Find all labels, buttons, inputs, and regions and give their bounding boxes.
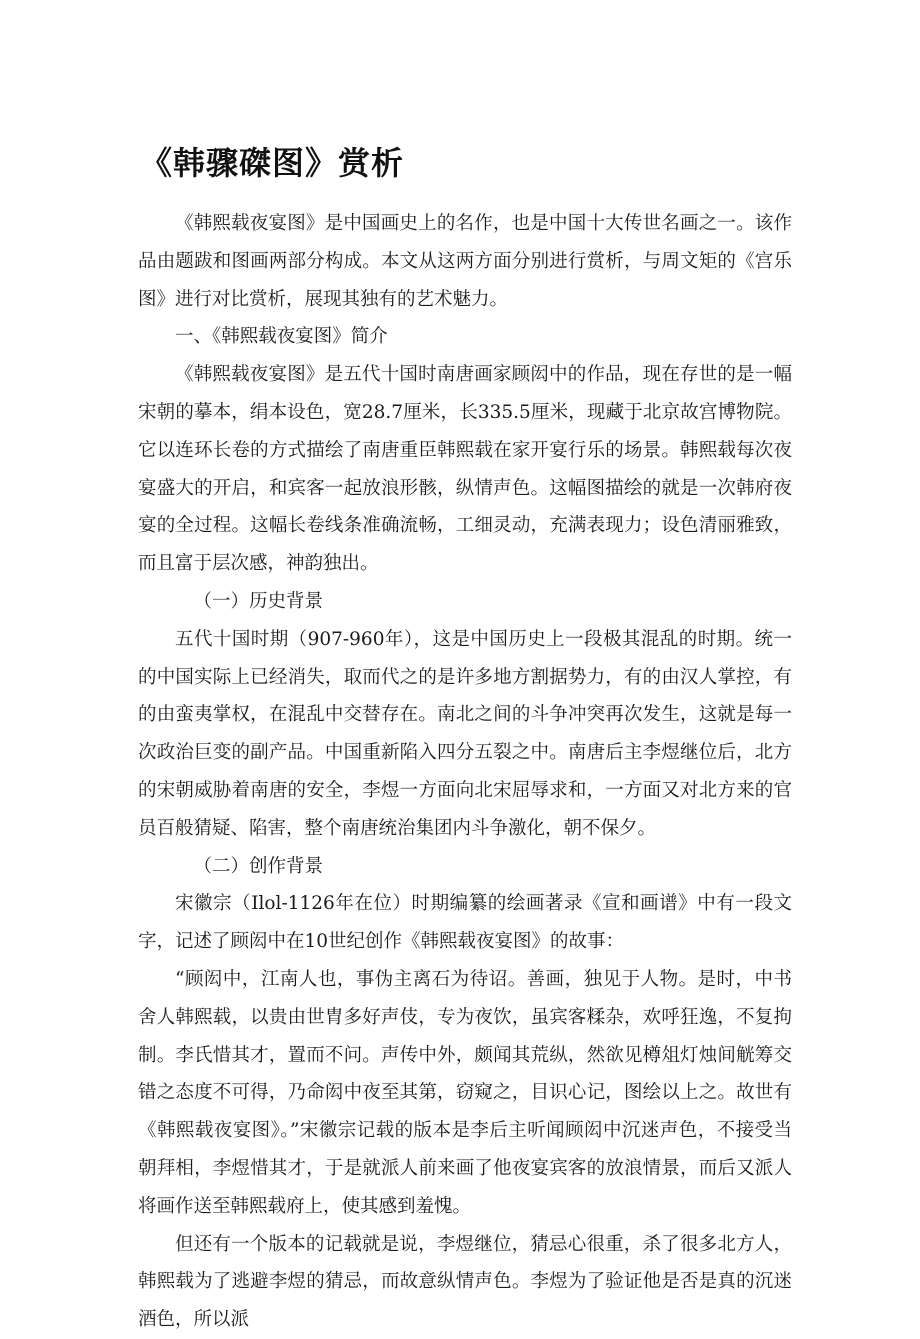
quotation-paragraph: “顾闳中，江南人也，事伪主离石为待诏。善画，独见于人物。是时，中书舍人韩熙载，以贵由世胄多好声伎，专为夜饮，虽宾客糅杂，欢呼狂逸，不复拘制。李氏惜其才，置而不问。声传中外，颇闻其荒纵，然欲见樽俎灯烛间觥筹交错之态度不可得，乃命闳中夜至其第，窃窥之，目识心记，图绘以上之。故世有《韩熙载夜宴图》。”宋徽宗记载的版本是李后主听闻顾闳中沉迷声色，不接受当朝拜相，李煜惜其才，于是就派人前来画了他夜宴宾客的放浪情景，而后又派人将画作送至韩熙载府上，使其感到羞愧。 [138,968,792,1217]
alternate-version-paragraph: 但还有一个版本的记载就是说，李煜继位，猜忌心很重，杀了很多北方人，韩熙载为了逃避李煜的猜忌，而故意纵情声色。李煜为了验证他是否是真的沉迷酒色，所以派 [138,1233,792,1331]
history-paragraph: 五代十国时期（907-960年），这是中国历史上一段极其混乱的时期。统一的中国实际上已经消失，取而代之的是许多地方割据势力，有的由汉人掌控，有的由蛮夷掌权，在混乱中交替存在。南北之间的斗争冲突再次发生，这就是每一次政治巨变的副产品。中国重新陷入四分五裂之中。南唐后主李煜继位后，北方的宋朝威胁着南唐的安全，李煜一方面向北宋屈辱求和，一方面又对北方来的官员百般猜疑、陷害，整个南唐统治集团内斗争激化，朝不保夕。 [138,628,792,839]
document-title: 《韩骤磔图》赏析 [140,144,405,182]
document-body [138,205,792,1339]
subsection-heading-history: （一）历史背景 [193,590,324,612]
creation-paragraph: 宋徽宗（Ilol-1126年在位）时期编纂的绘画著录《宣和画谱》中有一段文字，记述了顾闳中在10世纪创作《韩熙载夜宴图》的故事： [138,893,792,953]
intro-paragraph: 《韩熙载夜宴图》是中国画史上的名作，也是中国十大传世名画之一。该作品由题跋和图画两部分构成。本文从这两方面分别进行赏析，与周文矩的《宫乐图》进行对比赏析，展现其独有的艺术魅力。 [138,213,792,310]
section-heading-introduction: 一、《韩熙载夜宴图》简介 [175,326,388,348]
introduction-paragraph: 《韩熙载夜宴图》是五代十国时南唐画家顾闳中的作品，现在存世的是一幅宋朝的摹本，绢本设色，宽28.7厘米，长335.5厘米，现藏于北京故宫博物院。它以连环长卷的方式描绘了南唐重臣韩熙载在家开宴行乐的场景。韩熙载每次夜宴盛大的开启，和宾客一起放浪形骸，纵情声色。这幅图描绘的就是一次韩府夜宴的全过程。这幅长卷线条准确流畅，工细灵动，充满表现力；设色清丽雅致，而且富于层次感，神韵独出。 [138,364,792,575]
subsection-heading-creation: （二）创作背景 [193,855,324,877]
